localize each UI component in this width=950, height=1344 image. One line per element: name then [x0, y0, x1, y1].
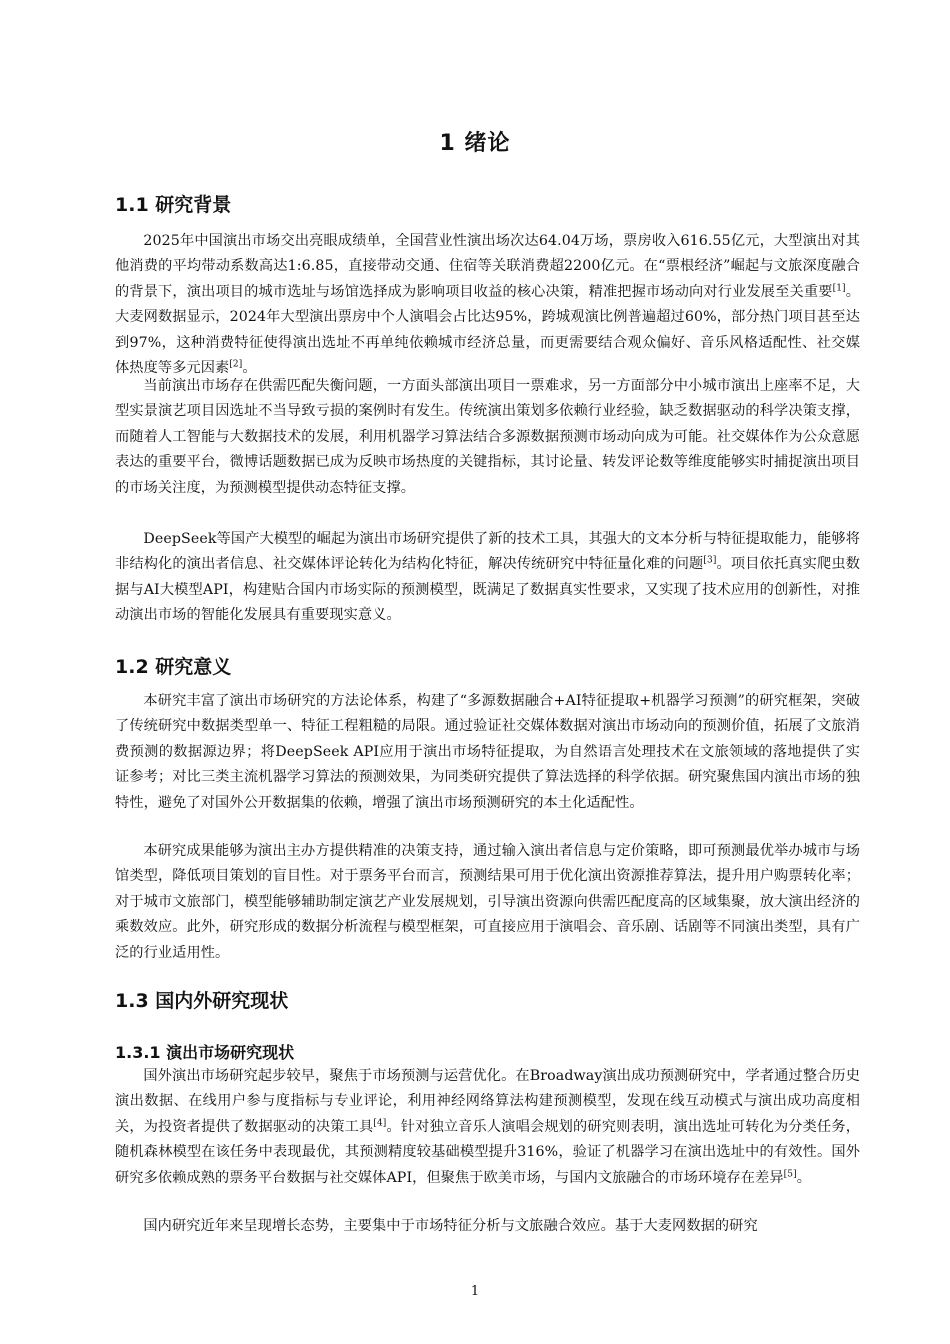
paragraph-1-3-2: 国内研究近年来呈现增长态势，主要集中于市场特征分析与文旅融合效应。基于大麦网数据的研究 — [143, 1218, 758, 1234]
section-heading-1-3: 1.3 国内外研究现状 — [115, 990, 289, 1012]
citation-1: [1] — [832, 283, 846, 294]
page-number: 1 — [470, 1284, 480, 1299]
paragraph-1-1-3: DeepSeek等国产大模型的崛起为演出市场研究提供了新的技术工具，其强大的文本分析与特征提取能力，能够将非结构化的演出者信息、社交媒体评论转化为结构化特征，解决传统研究中特征量化难的问题[3]。项目依托真实爬虫数据与AI大模型API，构建贴合国内市场实际的预测模型，既满足了数据真实性要求，又实现了技术应用的创新性，对推动演出市场的智能化发展具有重要现实意义。 — [115, 531, 860, 624]
chapter-title: 1 绪论 — [439, 131, 511, 156]
citation-5: [5] — [783, 1168, 797, 1179]
paragraph-1-1-2: 当前演出市场存在供需匹配失衡问题，一方面头部演出项目一票难求，另一方面部分中小城市演出上座率不足，大型实景演艺项目因选址不当导致亏损的案例时有发生。传统演出策划多依赖行业经验，缺乏数据驱动的科学决策支撑，而随着人工智能与大数据技术的发展，利用机器学习算法结合多源数据预测市场动向成为可能。社交媒体作为公众意愿表达的重要平台，微博话题数据已成为反映市场热度的关键指标，其讨论量、转发评论数等维度能够实时捕捉演出项目的市场关注度，为预测模型提供动态特征支撑。 — [115, 378, 860, 496]
paragraph-1-2-2: 本研究成果能够为演出主办方提供精准的决策支持，通过输入演出者信息与定价策略，即可预测最优举办城市与场馆类型，降低项目策划的盲目性。对于票务平台而言，预测结果可用于优化演出资源推荐算法，提升用户购票转化率；对于城市文旅部门，模型能够辅助制定演艺产业发展规划，引导演出资源向供需匹配度高的区域集聚，放大演出经济的乘数效应。此外，研究形成的数据分析流程与模型框架，可直接应用于演唱会、音乐剧、话剧等不同演出类型，具有广泛的行业适用性。 — [115, 843, 860, 961]
subsection-heading-1-3-1: 1.3.1 演出市场研究现状 — [115, 1043, 295, 1062]
citation-2: [2] — [229, 359, 243, 370]
citation-3: [3] — [703, 555, 717, 566]
paragraph-1-1-1: 2025年中国演出市场交出亮眼成绩单，全国营业性演出场次达64.04万场，票房收入616.55亿元，大型演出对其他消费的平均带动系数高达1:6.85，直接带动交通、住宿等关联消费超2200亿元。在“票根经济”崛起与文旅深度融合的背景下，演出项目的城市选址与场馆选择成为影响项目收益的核心决策，精准把握市场动向对行业发展至关重要[1]。大麦网数据显示，2024年大型演出票房中个人演唱会占比达95%，跨城观演比例普遍超过60%，部分热门项目甚至达到97%，这种消费特征使得演出选址不再单纯依赖城市经济总量，而更需要结合观众偏好、音乐风格适配性、社交媒体热度等多元因素[2]。 — [115, 233, 860, 377]
section-heading-1-2: 1.2 研究意义 — [115, 656, 232, 678]
citation-4: [4] — [373, 1118, 387, 1129]
paragraph-1-2-1: 本研究丰富了演出市场研究的方法论体系，构建了“多源数据融合+AI特征提取+机器学习预测”的研究框架，突破了传统研究中数据类型单一、特征工程粗糙的局限。通过验证社交媒体数据对演出市场动向的预测价值，拓展了文旅消费预测的数据源边界；将DeepSeek API应用于演出市场特征提取，为自然语言处理技术在文旅领域的落地提供了实证参考；对比三类主流机器学习算法的预测效果，为同类研究提供了算法选择的科学依据。研究聚焦国内演出市场的独特性，避免了对国外公开数据集的依赖，增强了演出市场预测研究的本土化适配性。 — [115, 693, 860, 811]
paragraph-1-3-1: 国外演出市场研究起步较早，聚焦于市场预测与运营优化。在Broadway演出成功预测研究中，学者通过整合历史演出数据、在线用户参与度指标与专业评论，利用神经网络算法构建预测模型，发现在线互动模式与演出成功高度相关，为投资者提供了数据驱动的决策工具[4]。针对独立音乐人演唱会规划的研究则表明，演出选址可转化为分类任务，随机森林模型在该任务中表现最优，其预测精度较基础模型提升316%，验证了机器学习在演出选址中的有效性。国外研究多依赖成熟的票务平台数据与社交媒体API，但聚焦于欧美市场，与国内文旅融合的市场环境存在差异[5]。 — [115, 1068, 860, 1186]
section-heading-1-1: 1.1 研究背景 — [115, 194, 232, 216]
